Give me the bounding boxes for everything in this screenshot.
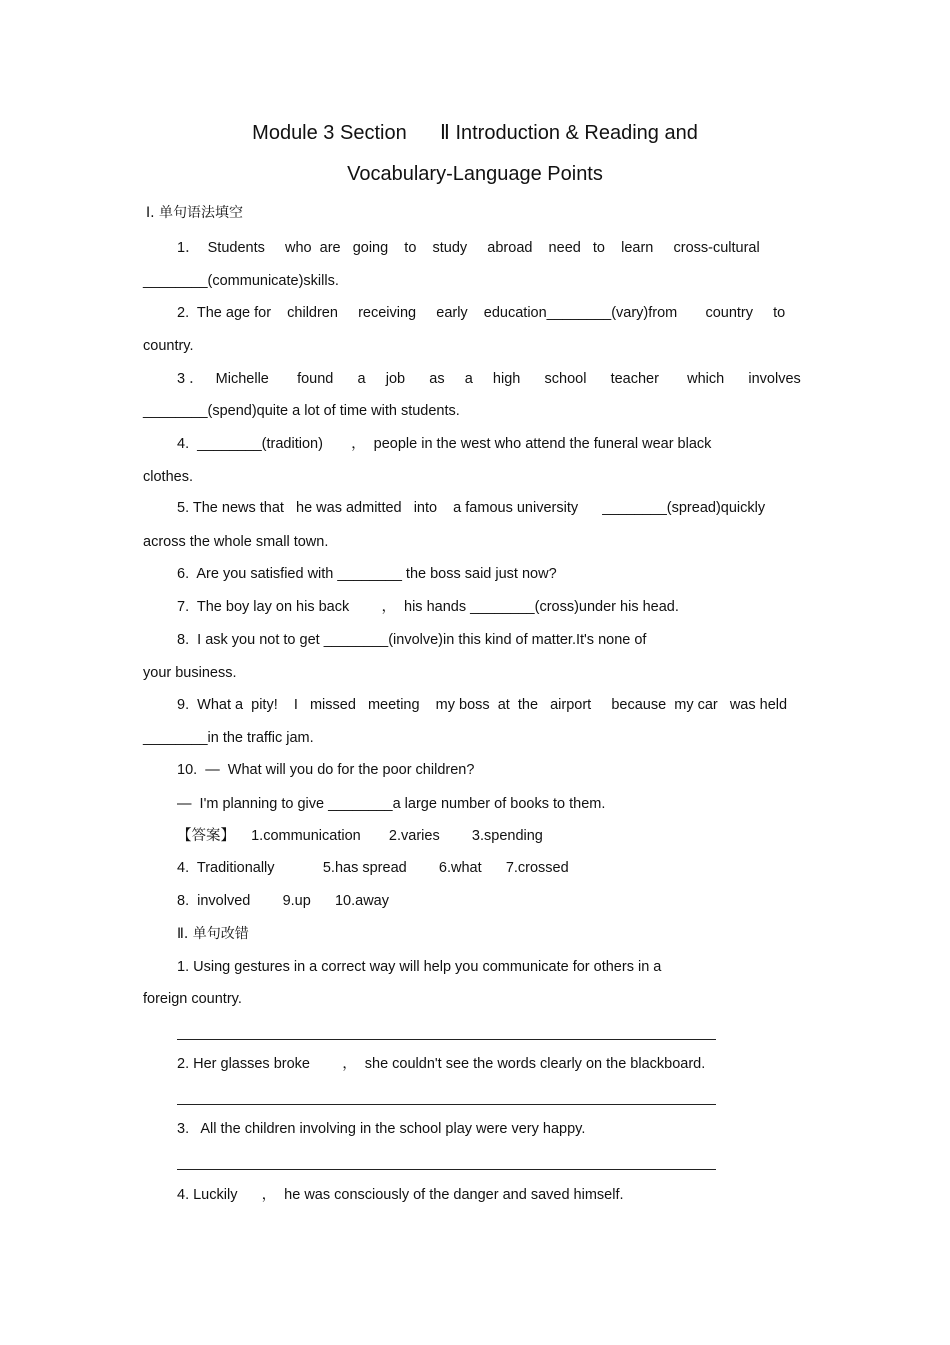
correction-3: 3. All the children involving in the school play were very happy. [177, 1121, 586, 1137]
correction-2: 2. Her glasses broke ， she couldn't see the words clearly on the blackboard. [177, 1056, 706, 1072]
section-2-heading: Ⅱ. 单句改错 [177, 926, 249, 942]
section-1-heading: Ⅰ. 单句语法填空 [146, 205, 244, 221]
question-5-line-2: across the whole small town. [143, 534, 329, 550]
answer-line-2 [177, 1104, 716, 1105]
question-4-line-1: 4. ________(tradition) ， people in the west who attend the funeral wear black [177, 436, 712, 452]
answer-line-3 [177, 1169, 716, 1170]
question-1-line-1: 1． Students who are going to study abroad need to learn cross-cultural [177, 240, 760, 256]
correction-1-line-1: 1. Using gestures in a correct way will help you communicate for others in a [177, 959, 662, 975]
question-8-line-2: your business. [143, 665, 237, 681]
answers-line-1: 【答案】 1.communication 2.varies 3.spending [177, 828, 543, 844]
question-2-line-2: country. [143, 338, 194, 354]
question-1-line-2: ________(communicate)skills. [143, 273, 339, 289]
correction-4: 4. Luckily ， he was consciously of the danger and saved himself. [177, 1187, 624, 1203]
question-6: 6. Are you satisfied with ________ the boss said just now? [177, 566, 557, 582]
question-2-line-1: 2. The age for children receiving early education________(vary)from country to [177, 305, 786, 321]
answer-line-1 [177, 1039, 716, 1040]
question-5-line-1: 5. The news that he was admitted into a famous university ________(spread)quickly [177, 500, 766, 516]
question-10-line-2: — I'm planning to give ________a large number of books to them. [177, 796, 606, 812]
question-7: 7. The boy lay on his back ， his hands ________(cross)under his head. [177, 599, 679, 615]
answers-line-3: 8. involved 9.up 10.away [177, 893, 389, 909]
question-3-line-2: ________(spend)quite a lot of time with students. [143, 403, 460, 419]
question-4-line-2: clothes. [143, 469, 193, 485]
question-8-line-1: 8. I ask you not to get ________(involve)in this kind of matter.It's none of [177, 632, 647, 648]
correction-1-line-2: foreign country. [143, 991, 242, 1007]
question-9-line-1: 9. What a pity! I missed meeting my boss at the airport because my car was held [177, 697, 788, 713]
question-3-line-1: 3 ． Michelle found a job as a high school teacher which involves [177, 371, 801, 387]
document-title-line-2: Vocabulary-Language Points [347, 163, 603, 185]
question-10-line-1: 10. — What will you do for the poor children? [177, 762, 475, 778]
document-title-line-1: Module 3 Section Ⅱ Introduction & Reading and [252, 122, 698, 144]
answers-line-2: 4. Traditionally 5.has spread 6.what 7.crossed [177, 860, 569, 876]
question-9-line-2: ________in the traffic jam. [143, 730, 314, 746]
